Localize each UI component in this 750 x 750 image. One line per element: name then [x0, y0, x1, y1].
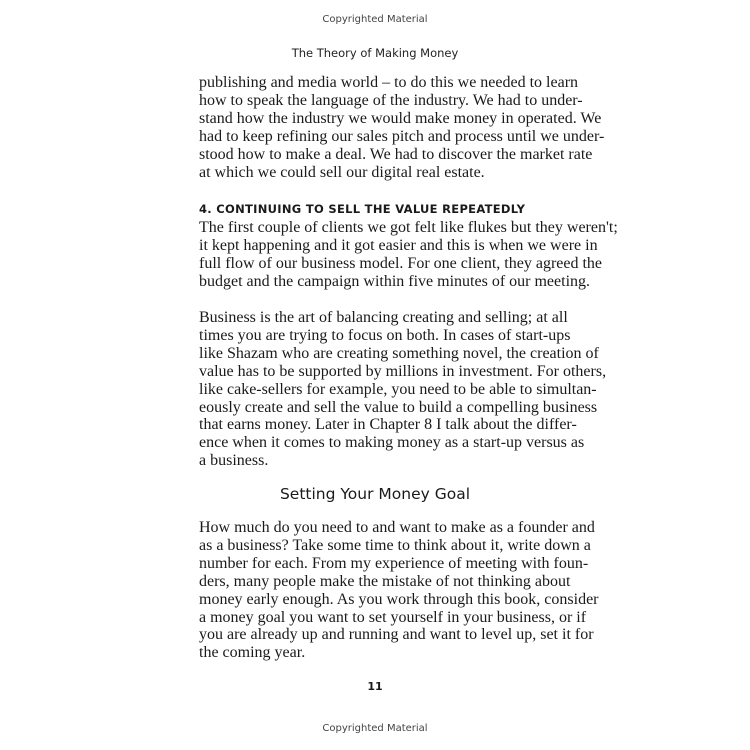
text-line: full flow of our business model. For one client, they agreed the [199, 254, 603, 272]
text-line: it kept happening and it got easier and this is when we were in [199, 236, 598, 254]
text-line: money early enough. As you work through this book, consider [199, 590, 599, 608]
text-line: stand how the industry we would make money in operated. We [199, 109, 602, 127]
text-line: how to speak the language of the industry. We had to under- [199, 91, 583, 109]
text-line: the coming year. [199, 644, 306, 662]
paragraph-1 [199, 74, 605, 181]
text-line: Business is the art of balancing creating and selling; at all [199, 309, 568, 326]
text-line: like Shazam who are creating something novel, the creation of [199, 344, 599, 362]
text-line: you are already up and running and want to level up, set it for [199, 626, 594, 644]
subheading: 4. CONTINUING TO SELL THE VALUE REPEATEDLY [199, 202, 526, 216]
copyright-watermark-bottom: Copyrighted Material [322, 723, 428, 734]
text-line: stood how to make a deal. We had to discover the market rate [199, 145, 593, 163]
paragraph-3 [199, 309, 607, 470]
copyright-watermark-top: Copyrighted Material [322, 14, 428, 25]
text-line: value has to be supported by millions in investment. For others, [199, 362, 607, 380]
text-line: had to keep refining our sales pitch and process until we under- [199, 127, 605, 145]
running-head: The Theory of Making Money [291, 46, 459, 60]
text-line: How much do you need to and want to make as a founder and [199, 519, 595, 536]
text-line: ders, many people make the mistake of not thinking about [199, 572, 571, 590]
text-line: a business. [199, 452, 269, 470]
page-number: 11 [367, 680, 383, 693]
text-line: that earns money. Later in Chapter 8 I talk about the differ- [199, 416, 577, 434]
paragraph-2 [199, 219, 618, 291]
paragraph-4 [199, 519, 599, 662]
section-heading: Setting Your Money Goal [279, 485, 471, 503]
text-line: a money goal you want to set yourself in your business, or if [199, 608, 587, 626]
text-line: times you are trying to focus on both. In cases of start-ups [199, 326, 571, 344]
text-line: budget and the campaign within five minutes of our meeting. [199, 272, 591, 290]
text-line: like cake-sellers for example, you need to be able to simultan- [199, 380, 597, 398]
text-line: at which we could sell our digital real estate. [199, 163, 485, 181]
text-line: publishing and media world – to do this we needed to learn [199, 74, 579, 91]
text-line: The first couple of clients we got felt like flukes but they weren't; [199, 219, 618, 236]
text-line: ence when it comes to making money as a start-up versus as [199, 434, 585, 452]
text-line: eously create and sell the value to build a compelling business [199, 398, 598, 416]
text-line: number for each. From my experience of meeting with foun- [199, 554, 589, 572]
text-line: as a business? Take some time to think about it, write down a [199, 536, 591, 554]
